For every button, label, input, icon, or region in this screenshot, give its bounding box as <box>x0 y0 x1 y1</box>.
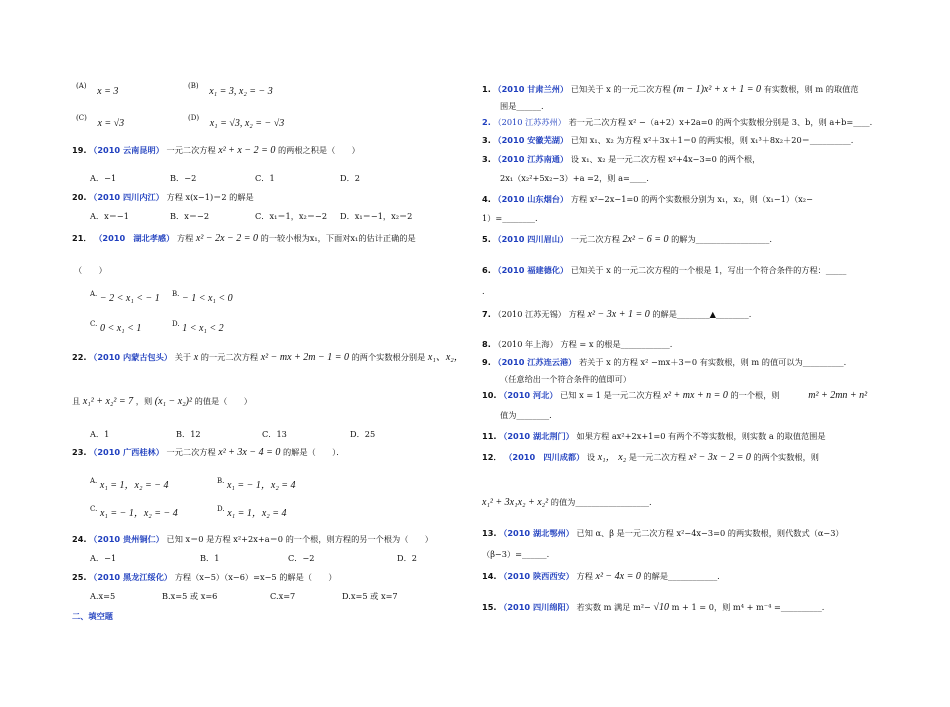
question-text: 已知 x₁、x₂ 为方程 x²＋3x＋1＝0 的两实根，则 x₁³＋8x₂＋20＝__________. <box>570 135 854 145</box>
fill-question-1 <box>482 84 859 95</box>
fill-question-3a <box>482 135 853 146</box>
question-number: 10. <box>482 390 497 400</box>
math-expr: x² + 3x − 4 = 0 <box>218 447 281 458</box>
q18-option-d <box>188 112 285 129</box>
question-source: （2010 贵州铜仁） <box>89 534 164 544</box>
q23-option-a <box>90 475 169 491</box>
question-number: 8. <box>482 339 491 349</box>
question-text: 的一个根，则 <box>730 390 780 400</box>
option-d: D．2 <box>397 553 417 563</box>
question-number: 14. <box>482 571 497 581</box>
question-number: 21． <box>72 233 92 243</box>
question-source: （2010 江苏无锡） <box>493 309 566 319</box>
question-20 <box>72 192 254 203</box>
question-text: 的解是____________. <box>643 571 720 581</box>
question-text: 且 <box>72 396 81 406</box>
question-text: 的一元二次方程 <box>200 352 259 362</box>
option-d: D．25 <box>350 429 376 439</box>
question-number: 23. <box>72 447 87 457</box>
question-text: 2x₁（x₂²+5x₂−3）+a =2，则 a=____. <box>500 173 649 183</box>
q21-option-b <box>172 288 233 304</box>
question-text: 的两个实数根，则 <box>753 452 819 462</box>
q18-option-b <box>188 80 273 97</box>
question-number: 1. <box>482 84 491 94</box>
question-source: （2010 广西桂林） <box>89 447 164 457</box>
fill-question-5 <box>482 234 772 245</box>
q21-option-d <box>172 318 224 334</box>
question-text: 已知关于 x 的一元二次方程的一个根是 1，写出一个符合条件的方程：_____ <box>570 265 847 275</box>
option-a: A.x=5 <box>90 591 116 601</box>
fill-question-6 <box>482 265 846 276</box>
question-text: 已知 x＝0 是方程 x²+2x+a＝0 的一个根，则方程的另一个根为（ ） <box>166 534 433 544</box>
question-number: 20. <box>72 192 87 202</box>
option-label: D. <box>217 505 225 513</box>
option-d: D.x=5 或 x=7 <box>342 591 398 601</box>
question-source: （2010 内蒙古包头） <box>89 352 173 362</box>
fill-question-15 <box>482 602 824 613</box>
math-expr: x₁ = 3, x₂ = − 3 <box>209 86 273 97</box>
question-text: 若一元二次方程 x² −（a+2）x+2a=0 的两个实数根分别是 3、b，则 a+b=____. <box>568 117 873 127</box>
question-source: （2010 四川内江） <box>89 192 164 202</box>
math-expr: x = √3 <box>97 118 125 129</box>
math-expr: − 2 < x₁ < − 1 <box>99 293 160 304</box>
question-24 <box>72 534 433 545</box>
math-expr: x = 3 <box>97 86 119 97</box>
question-source: （2010 云南昆明） <box>89 145 164 155</box>
question-text: 方程 x²−2x−1=0 的两个实数根分别为 x₁，x₂，则（x₁−1）（x₂− <box>570 194 813 204</box>
option-a: A．−1 <box>90 173 117 183</box>
q21-option-a <box>90 288 160 304</box>
question-text: 的两根之积是（ ） <box>277 145 360 155</box>
math-expr: 2x² − 6 = 0 <box>622 234 669 245</box>
fill-question-8 <box>482 339 672 350</box>
math-expr: x₁ = − 1，x₂ = − 4 <box>99 508 178 519</box>
question-source: （2010 湖北孝感） <box>94 233 175 243</box>
math-expr: x₁ = √3, x₂ = − √3 <box>209 118 285 129</box>
fill-question-12 <box>482 452 819 463</box>
fill-question-2 <box>482 117 872 128</box>
math-var: x₁， <box>597 452 616 463</box>
question-number: 7. <box>482 309 491 319</box>
option-a: A．−1 <box>90 553 117 563</box>
option-b: B．x＝−2 <box>170 211 210 221</box>
math-expr: x² − 3x + 1 = 0 <box>587 309 650 320</box>
question-text: 关于 <box>174 352 192 362</box>
option-a: A．x＝−1 <box>90 211 129 221</box>
math-expr: x₁、x₂， <box>427 352 464 363</box>
option-b: B．−2 <box>170 173 197 183</box>
question-text: 已知 x = 1 是一元二次方程 <box>560 390 661 400</box>
option-c: C．−2 <box>288 553 315 563</box>
question-22 <box>72 352 464 363</box>
question-text: 的解是________▲________. <box>652 309 752 319</box>
question-number: 3. <box>482 154 491 164</box>
question-source: （2010 山东烟台） <box>493 194 569 204</box>
fill-question-10 <box>482 390 867 401</box>
question-text: 1）=________. <box>482 213 538 223</box>
math-expr: x² − 3x − 2 = 0 <box>688 452 751 463</box>
question-source: （2010 福建德化） <box>493 265 569 275</box>
option-label: C. <box>90 320 98 328</box>
question-text: 方程（x−5）（x−6）=x−5 的解是（ ） <box>174 572 337 582</box>
math-expr: x² − mx + 2m − 1 = 0 <box>260 352 349 363</box>
question-text: 已知 α、β 是一元二次方程 x²−4x−3=0 的两实数根，则代数式（α−3） <box>576 528 844 538</box>
math-expr: (x₁ − x₂)² <box>154 396 192 407</box>
option-d: D．x₁＝−1，x₂＝2 <box>340 211 413 221</box>
question-number: 9. <box>482 357 491 367</box>
question-23 <box>72 447 344 458</box>
question-text: 方程 <box>576 571 593 581</box>
question-text: 已知关于 x 的一元二次方程 <box>570 84 671 94</box>
math-expr: 0 < x₁ < 1 <box>99 323 142 334</box>
question-text: （β−3）=______. <box>482 549 550 559</box>
question-text: 围是______. <box>500 101 544 111</box>
question-text: 方程 = x 的根是____________. <box>560 339 673 349</box>
question-text: 如果方程 ax²+2x+1=0 有两个不等实数根，则实数 a 的取值范围是 <box>576 431 826 441</box>
question-number: 5. <box>482 234 491 244</box>
option-label: A. <box>90 477 98 485</box>
question-text: 一元二次方程 <box>166 145 216 155</box>
math-expr: − 1 < x₁ < 0 <box>181 293 233 304</box>
math-sqrt: √10 <box>653 602 670 613</box>
question-text: . <box>482 286 485 296</box>
fill-question-4 <box>482 194 813 205</box>
fill-question-9 <box>482 357 846 368</box>
math-expr: x₁ = 1，x₂ = 4 <box>227 508 287 519</box>
option-label: A. <box>90 290 98 298</box>
math-expr: x² − 2x − 2 = 0 <box>195 233 259 244</box>
question-text: 方程 <box>176 233 194 243</box>
math-expr: x₁ = − 1，x₂ = 4 <box>226 480 296 491</box>
option-label: (C) <box>76 114 87 122</box>
question-source: （2010 四川成都） <box>504 452 585 462</box>
option-d: D．2 <box>340 173 360 183</box>
math-expr: x² + x − 2 = 0 <box>218 145 276 156</box>
fill-question-7 <box>482 309 751 320</box>
question-source: （2010 四川绵阳） <box>499 602 574 612</box>
q23-option-b <box>217 475 296 491</box>
option-b: B．12 <box>176 429 201 439</box>
option-c: C.x=7 <box>270 591 296 601</box>
question-source: （2010 四川眉山） <box>493 234 569 244</box>
question-source: （2010 黑龙江绥化） <box>89 572 173 582</box>
question-text: m + 1 = 0，则 m⁴ + m⁻⁴ =__________. <box>671 602 825 612</box>
question-source: （2010 湖北荆门） <box>499 431 574 441</box>
question-number: 24. <box>72 534 87 544</box>
fill-question-13 <box>482 528 844 539</box>
question-source: （2010 江苏苏州） <box>493 117 566 127</box>
question-19 <box>72 145 360 156</box>
question-text: （任意给出一个符合条件的值即可） <box>500 374 632 384</box>
question-text: 设 <box>586 452 596 462</box>
option-label: B. <box>217 477 225 485</box>
question-text: 的一较小根为x₁，下面对x₁的估计正确的是 <box>260 233 416 243</box>
math-expr: x₁ = 1，x₂ = − 4 <box>99 480 169 491</box>
question-text: 的两个实数根分别是 <box>351 352 426 362</box>
option-label: C. <box>90 505 98 513</box>
question-number: 22. <box>72 352 87 362</box>
fill-question-12-line-2 <box>482 497 652 508</box>
fill-question-3b <box>482 154 760 165</box>
question-number: 6. <box>482 265 491 275</box>
q21-option-c <box>90 318 142 334</box>
question-text: 值为________. <box>500 410 552 420</box>
question-text: 是一元二次方程 <box>628 452 687 462</box>
question-number: 11. <box>482 431 497 441</box>
question-text: 方程 <box>568 309 585 319</box>
question-text: 的值是（ ） <box>194 396 252 406</box>
question-text: 的值为__________________. <box>550 497 652 507</box>
question-text: 一元二次方程 <box>570 234 620 244</box>
option-c: C．13 <box>262 429 287 439</box>
question-source: （2010 河北） <box>499 390 558 400</box>
option-b: B.x=5 或 x=6 <box>162 591 218 601</box>
question-25 <box>72 572 337 583</box>
fill-question-14 <box>482 571 720 582</box>
question-text: 若实数 m 满足 m²− <box>576 602 651 612</box>
option-label: D. <box>172 320 180 328</box>
question-number: 2. <box>482 117 491 127</box>
option-label: (D) <box>188 114 200 122</box>
question-text: 设 x₁、x₂ 是一元二次方程 x²+4x−3=0 的两个根， <box>570 154 761 164</box>
question-text: 若关于 x 的方程 x² −mx＋3＝0 有实数根，则 m 的值可以为__________. <box>578 357 847 367</box>
question-number: 3. <box>482 135 491 145</box>
question-source: （2010 湖北鄂州） <box>499 528 574 538</box>
question-source: （2010 安徽芜湖） <box>493 135 569 145</box>
fill-question-11 <box>482 431 826 442</box>
question-number: 12． <box>482 452 502 462</box>
question-text: ，则 <box>135 396 153 406</box>
math-expr: (m − 1)x² + x + 1 = 0 <box>673 84 762 95</box>
question-source: （2010 年上海） <box>493 339 558 349</box>
question-21 <box>72 233 416 244</box>
question-text: 的解为__________________. <box>671 234 772 244</box>
math-var: x₂ <box>618 452 627 463</box>
question-text: 一元二次方程 <box>166 447 216 457</box>
option-c: C．x₁＝1，x₂＝−2 <box>255 211 328 221</box>
math-expr: x₁² + 3x₁x₂ + x₂² <box>482 497 549 508</box>
math-expr: x² − 4x = 0 <box>595 571 641 582</box>
math-expr: x² + mx + n = 0 <box>663 390 728 401</box>
question-source: （2010 甘肃兰州） <box>493 84 569 94</box>
math-expr: m² + 2mn + n² <box>808 390 868 401</box>
question-text: 有实数根，则 m 的取值范 <box>763 84 859 94</box>
option-b: B．1 <box>200 553 220 563</box>
question-source: （2010 陕西西安） <box>499 571 574 581</box>
option-label: (B) <box>188 82 199 90</box>
question-text: 方程 x(x−1)＝2 的解是 <box>166 192 254 202</box>
q23-option-d <box>217 503 287 519</box>
option-c: C．1 <box>255 173 275 183</box>
question-number: 4. <box>482 194 491 204</box>
option-label: (A) <box>76 82 87 90</box>
question-22-line-2 <box>72 396 252 407</box>
math-expr: x₁² + x₂² = 7 <box>82 396 134 407</box>
question-source: （2010 江苏南通） <box>493 154 569 164</box>
question-text: 的解是（ ）． <box>282 447 345 457</box>
question-number: 25. <box>72 572 87 582</box>
question-source: （2010 江苏连云港） <box>493 357 577 367</box>
q18-option-c <box>76 112 125 129</box>
q23-option-c <box>90 503 178 519</box>
q18-option-a <box>76 80 119 97</box>
option-label: B. <box>172 290 180 298</box>
question-number: 19. <box>72 145 87 155</box>
math-expr: 1 < x₁ < 2 <box>182 323 224 334</box>
option-a: A．1 <box>90 429 110 439</box>
question-number: 15. <box>482 602 497 612</box>
section-heading-fill-in: 二、填空题 <box>72 611 113 621</box>
math-var: x <box>193 352 199 363</box>
question-number: 13. <box>482 528 497 538</box>
answer-paren: （ ） <box>74 265 107 275</box>
